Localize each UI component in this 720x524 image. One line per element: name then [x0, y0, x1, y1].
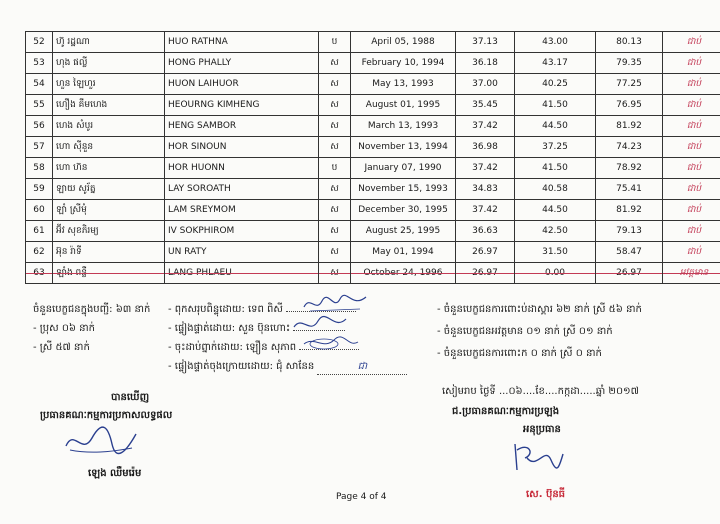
- cell-no: 59: [26, 179, 53, 200]
- cell-name-latin: HOR HUONN: [165, 158, 319, 179]
- cell-name-kh: អ៊ីវ សុខភិរម្យ: [53, 221, 165, 242]
- cell-name-latin: HOR SINOUN: [165, 137, 319, 158]
- cell-name-kh: ហេង សំបូរ: [53, 116, 165, 137]
- cell-no: 54: [26, 74, 53, 95]
- date-line: សៀមរាប ថ្ងៃទី ...០៦....ខែ....កក្កដា.....ឆ្នាំ ២០១៧: [442, 386, 639, 397]
- cell-remark: ជាប់: [663, 74, 720, 95]
- cell-name-kh: ហ៊ូ រដ្ឋណា: [53, 32, 165, 53]
- cell-score1: 34.83: [456, 179, 515, 200]
- cell-total: 79.13: [596, 221, 663, 242]
- cell-sex: ស: [319, 200, 351, 221]
- cell-score2: 41.50: [515, 95, 596, 116]
- cell-remark: ជាប់: [663, 179, 720, 200]
- cell-score1: 26.97: [456, 263, 515, 284]
- cell-remark: ជាប់: [663, 242, 720, 263]
- cell-sex: ស: [319, 263, 351, 284]
- cell-remark: ជាប់: [663, 53, 720, 74]
- cell-dob: April 05, 1988: [351, 32, 456, 53]
- table-row: [26, 158, 720, 179]
- seen-label: បានឃើញ: [111, 392, 150, 403]
- cell-name-latin: HUO RATHNA: [165, 32, 319, 53]
- right-official-signature: [505, 440, 565, 476]
- summary-total: ចំនួនបេក្ខជនក្នុងបញ្ជី: ៦៣ នាក់: [33, 304, 151, 315]
- table-row: [26, 95, 720, 116]
- cell-remark: ជាប់: [663, 32, 720, 53]
- cell-dob: May 01, 1994: [351, 242, 456, 263]
- cell-score1: 36.18: [456, 53, 515, 74]
- verify-signature: [290, 315, 350, 335]
- cell-name-latin: HENG SAMBOR: [165, 116, 319, 137]
- cell-dob: February 10, 1994: [351, 53, 456, 74]
- cell-dob: November 15, 1993: [351, 179, 456, 200]
- cell-remark: អវត្តមាន: [663, 263, 720, 284]
- cell-sex: ស: [319, 95, 351, 116]
- cell-dob: December 30, 1995: [351, 200, 456, 221]
- cell-score1: 37.42: [456, 200, 515, 221]
- cell-dob: August 25, 1995: [351, 221, 456, 242]
- cell-sex: ស: [319, 53, 351, 74]
- cell-score2: 0.00: [515, 263, 596, 284]
- table-row: [26, 179, 720, 200]
- cell-sex: ប: [319, 32, 351, 53]
- cell-total: 26.97: [596, 263, 663, 284]
- cell-score1: 37.42: [456, 116, 515, 137]
- cell-name-latin: HUON LAIHUOR: [165, 74, 319, 95]
- final-verify-label: - ផ្ទៀងផ្ទាត់ចុងក្រោយដោយ: ជុំ សានែន: [168, 361, 315, 372]
- table-row: [26, 116, 720, 137]
- cell-name-latin: IV SOKPHIROM: [165, 221, 319, 242]
- record-signature: [300, 334, 360, 352]
- cell-dob: November 13, 1994: [351, 137, 456, 158]
- summary-male: - ប្រុស ០៦ នាក់: [33, 323, 96, 334]
- cell-no: 60: [26, 200, 53, 221]
- cell-sex: ស: [319, 137, 351, 158]
- cell-total: 74.23: [596, 137, 663, 158]
- cell-score2: 41.50: [515, 158, 596, 179]
- table-row: [26, 32, 720, 53]
- cell-dob: May 13, 1993: [351, 74, 456, 95]
- left-official-name: ឡេង ឈឺមរ៉េម: [88, 468, 142, 479]
- cell-dob: March 13, 1993: [351, 116, 456, 137]
- cell-total: 75.41: [596, 179, 663, 200]
- cell-total: 76.95: [596, 95, 663, 116]
- cell-remark: ជាប់: [663, 137, 720, 158]
- left-block-title: ប្រធានគណៈកម្មការប្រកាសលទ្ធផល: [40, 410, 173, 421]
- cell-total: 77.25: [596, 74, 663, 95]
- cell-sex: ស: [319, 242, 351, 263]
- cell-total: 79.35: [596, 53, 663, 74]
- cell-sex: ស: [319, 179, 351, 200]
- cell-name-kh: ហោ ស៊ីនួន: [53, 137, 165, 158]
- cell-no: 61: [26, 221, 53, 242]
- cell-score2: 43.00: [515, 32, 596, 53]
- summary-female: - ស្រី ៥៧ នាក់: [33, 342, 90, 353]
- cell-name-latin: LANG PHLAEU: [165, 263, 319, 284]
- right-block-subtitle: អនុប្រធាន: [523, 424, 561, 435]
- cell-remark: ជាប់: [663, 158, 720, 179]
- table-row: [26, 137, 720, 158]
- table-row: [26, 74, 720, 95]
- cell-score1: 36.98: [456, 137, 515, 158]
- cell-total: 81.92: [596, 116, 663, 137]
- cell-total: 81.92: [596, 200, 663, 221]
- cell-no: 63: [26, 263, 53, 284]
- cell-score1: 26.97: [456, 242, 515, 263]
- cell-score2: 40.58: [515, 179, 596, 200]
- cell-score2: 44.50: [515, 200, 596, 221]
- right-block-title: ជ.ប្រធានគណៈកម្មការប្រឡង: [452, 406, 560, 417]
- results-table: [25, 31, 720, 284]
- right-official-name: សេ. ប៊ុនធី: [526, 489, 566, 500]
- cell-dob: August 01, 1995: [351, 95, 456, 116]
- cell-score2: 40.25: [515, 74, 596, 95]
- cell-dob: January 07, 1990: [351, 158, 456, 179]
- cell-sex: ស: [319, 221, 351, 242]
- cell-remark: ជាប់: [663, 95, 720, 116]
- summary-absent: - ចំនួនបេក្ខជនអវត្តមាន ០១ នាក់ ស្រី ០១ នាក់: [437, 326, 613, 337]
- cell-no: 53: [26, 53, 53, 74]
- cell-dob: October 24, 1996: [351, 263, 456, 284]
- cell-no: 55: [26, 95, 53, 116]
- final-verify-line: [168, 359, 407, 375]
- cell-no: 57: [26, 137, 53, 158]
- cell-no: 62: [26, 242, 53, 263]
- cell-score2: 42.50: [515, 221, 596, 242]
- tally-label: - ពុកសរុបពិន្ទុដោយ: ទេព ពិសី: [168, 304, 283, 315]
- page-number: Page 4 of 4: [336, 492, 387, 502]
- cell-sex: ប: [319, 158, 351, 179]
- left-official-signature: [60, 422, 140, 460]
- cell-score2: 37.25: [515, 137, 596, 158]
- cell-remark: ជាប់: [663, 200, 720, 221]
- cell-remark: ជាប់: [663, 116, 720, 137]
- cell-name-kh: ហឿង គឹមហេង: [53, 95, 165, 116]
- cell-name-kh: ហុង ផល្លី: [53, 53, 165, 74]
- tally-signature: [300, 293, 370, 315]
- cell-name-kh: ហោ ហ៊ន: [53, 158, 165, 179]
- cell-score2: 44.50: [515, 116, 596, 137]
- cell-score1: 37.42: [456, 158, 515, 179]
- table-row: [26, 200, 720, 221]
- cell-score1: 37.00: [456, 74, 515, 95]
- cell-score2: 31.50: [515, 242, 596, 263]
- cell-remark: ជាប់: [663, 221, 720, 242]
- cell-sex: ស: [319, 116, 351, 137]
- cell-total: 58.47: [596, 242, 663, 263]
- cell-no: 52: [26, 32, 53, 53]
- cell-name-latin: UN RATY: [165, 242, 319, 263]
- record-label: - ចុះដាប់ព្នាក់ដោយ: ឡឿន សុភាព: [168, 342, 297, 353]
- cell-name-kh: អ៊ុន រ៉ាទី: [53, 242, 165, 263]
- verify-label: - ផ្ទៀងផ្ទាត់ដោយ: សួន ប៊ុនហោះ: [168, 323, 291, 334]
- table-row: [26, 242, 720, 263]
- cell-name-kh: ឡាំ ស្រីមុំ: [53, 200, 165, 221]
- cell-no: 56: [26, 116, 53, 137]
- summary-failed: - ចំនួនបេក្ខជនការពោះក ០ នាក់ ស្រី ០ នាក់: [437, 348, 602, 359]
- cell-name-kh: ឡាយ សូរ័ត្ន: [53, 179, 165, 200]
- final-verify-value: ជា: [317, 359, 407, 375]
- cell-name-latin: LAM SREYMOM: [165, 200, 319, 221]
- cell-sex: ស: [319, 74, 351, 95]
- cell-score2: 43.17: [515, 53, 596, 74]
- cell-name-latin: HEOURNG KIMHENG: [165, 95, 319, 116]
- cell-name-latin: HONG PHALLY: [165, 53, 319, 74]
- cell-no: 58: [26, 158, 53, 179]
- table-row: [26, 221, 720, 242]
- cell-total: 80.13: [596, 32, 663, 53]
- cell-name-kh: ហួន ឡៃហួរ: [53, 74, 165, 95]
- cell-score1: 36.63: [456, 221, 515, 242]
- summary-passed: - ចំនួនបេក្ខជនការពោះប់ដាស្គារ ៦២ នាក់ ស្រី ៥៦ នាក់: [437, 304, 642, 315]
- table-row: [26, 263, 720, 284]
- cell-score1: 37.13: [456, 32, 515, 53]
- cell-total: 78.92: [596, 158, 663, 179]
- table-row: [26, 53, 720, 74]
- cell-score1: 35.45: [456, 95, 515, 116]
- cell-name-kh: ឡាំង ពន្លឺ: [53, 263, 165, 284]
- cell-name-latin: LAY SOROATH: [165, 179, 319, 200]
